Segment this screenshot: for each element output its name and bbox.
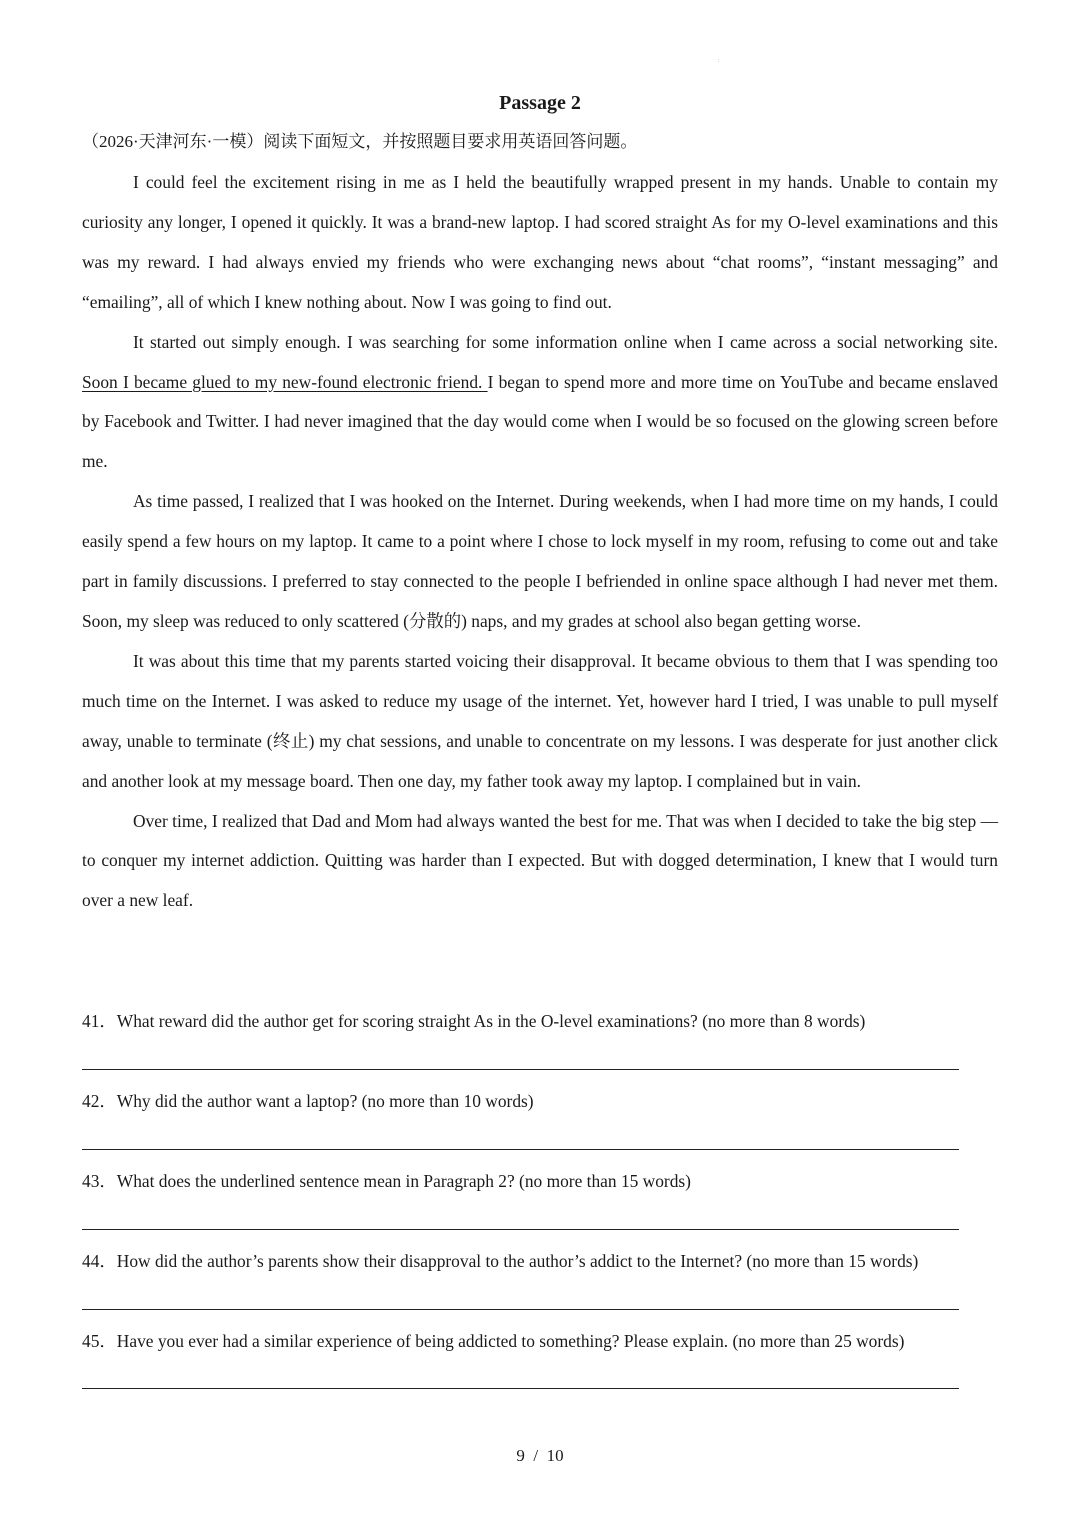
corner-mark: : xyxy=(718,58,720,64)
answer-line-44[interactable] xyxy=(82,1309,959,1310)
question-42 xyxy=(82,1089,1002,1113)
answer-line-43[interactable] xyxy=(82,1229,959,1230)
question-number: 43． xyxy=(82,1171,117,1191)
question-number: 41． xyxy=(82,1011,117,1031)
question-number: 42． xyxy=(82,1091,117,1111)
page-number: 9 / 10 xyxy=(516,1446,564,1465)
answer-line-45[interactable] xyxy=(82,1388,959,1389)
question-41 xyxy=(82,1009,1002,1033)
paragraph-2-after: I began to spend more and more time on YouTube and became enslaved by Facebook and Twitter. I had never imagined that the day would come when I would be so focused on the glowing screen before me. xyxy=(82,371,998,472)
answer-line-41[interactable] xyxy=(82,1069,959,1070)
question-text: Have you ever had a similar experience of being addicted to something? Please explain. (no more than 25 words) xyxy=(116,1331,905,1351)
question-text: What reward did the author get for scoring straight As in the O-level examinations? (no more than 8 words) xyxy=(116,1011,866,1031)
passage-title: Passage 2 xyxy=(499,92,581,114)
question-text: Why did the author want a laptop? (no more than 10 words) xyxy=(116,1091,534,1111)
paragraph-2 xyxy=(82,323,998,483)
question-44 xyxy=(82,1249,1002,1273)
question-text: How did the author’s parents show their disapproval to the author’s addict to the Internet? (no more than 15 words) xyxy=(116,1251,919,1271)
paragraph-1: I could feel the excitement rising in me as I held the beautifully wrapped present in my hands. Unable to contain my curiosity any longer, I opened it quickly. It was a brand-new laptop. I had scored straight As for my O-level examinations and this was my reward. I had always envied my friends who were exchanging news about “chat rooms”, “instant messaging” and “emailing”, all of which I knew nothing about. Now I was going to find out. xyxy=(82,172,998,312)
paragraph-3: As time passed, I realized that I was hooked on the Internet. During weekends, when I had more time on my hands, I could easily spend a few hours on my laptop. It came to a point where I chose to lock myself in my room, refusing to come out and take part in family discussions. I preferred to stay connected to the people I befriended in online space although I had never met them. Soon, my sleep was reduced to only scattered (分散的) naps, and my grades at school also began getting worse. xyxy=(82,491,998,631)
paragraph-2-before: It started out simply enough. I was searching for some information online when I came across a social networking site. xyxy=(133,331,998,352)
question-number: 45． xyxy=(82,1331,117,1351)
answer-line-42[interactable] xyxy=(82,1149,959,1150)
passage-body xyxy=(82,163,998,921)
question-text: What does the underlined sentence mean in Paragraph 2? (no more than 15 words) xyxy=(116,1171,691,1191)
underlined-sentence: Soon I became glued to my new-found electronic friend. xyxy=(82,371,488,392)
paragraph-5: Over time, I realized that Dad and Mom had always wanted the best for me. That was when I decided to take the big step — to conquer my internet addiction. Quitting was harder than I expected. But with dogged determination, I knew that I would turn over a new leaf. xyxy=(82,810,998,911)
question-43 xyxy=(82,1169,1002,1193)
paragraph-4: It was about this time that my parents started voicing their disapproval. It became obvious to them that I was spending too much time on the Internet. I was asked to reduce my usage of the internet. Yet, however hard I tried, I was unable to pull myself away, unable to terminate (终止) my chat sessions, and unable to concentrate on my lessons. I was desperate for just another click and another look at my message board. Then one day, my father took away my laptop. I complained but in vain. xyxy=(82,650,998,791)
question-number: 44． xyxy=(82,1251,117,1271)
question-45 xyxy=(82,1329,1002,1353)
source-instruction: （2026·天津河东·一模）阅读下面短文，并按照题目要求用英语回答问题。 xyxy=(82,132,638,151)
